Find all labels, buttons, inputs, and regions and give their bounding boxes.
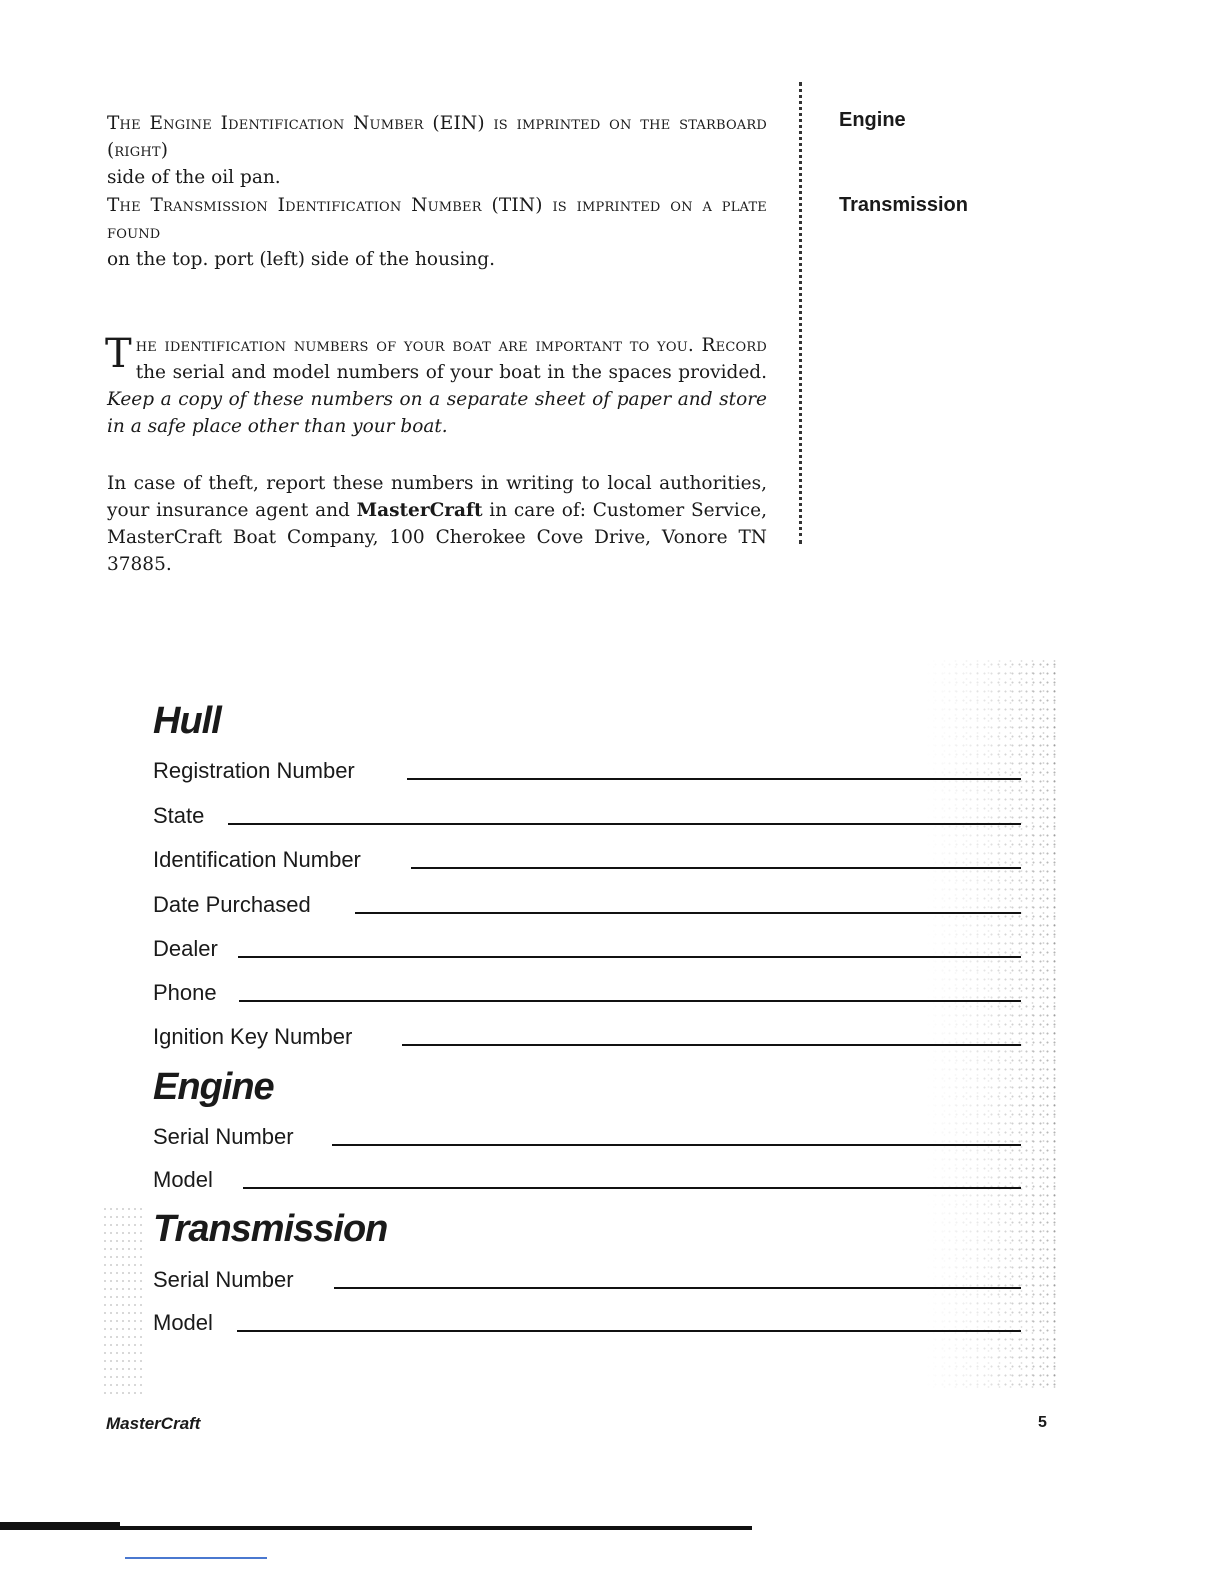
field-label: Model [153,1310,213,1335]
dotted-divider [799,82,802,544]
ident-italic: Keep a copy of these numbers on a separate sheet of paper and store in a safe place other than your boat. [107,389,767,437]
entry-line[interactable] [407,778,1021,780]
theft-text-a: In case of theft, report these numbers in writing to local authorities, your insurance agent and [107,473,767,521]
field-label: Date Purchased [153,892,311,917]
field-label: Registration Number [153,758,355,783]
identification-number-field[interactable] [153,843,1021,873]
page-number: 5 [1038,1414,1047,1431]
entry-line[interactable] [243,1187,1021,1189]
entry-line[interactable] [237,1330,1021,1332]
field-label: Model [153,1167,213,1192]
phone-field[interactable] [153,976,1021,1006]
tin-lead: The Transmission Identification Number (TIN) is imprinted on a plate found [107,195,767,243]
ident-rest: the serial and model numbers of your boat in the spaces provided. [135,362,767,383]
field-label: State [153,803,205,828]
scan-blue-line [125,1557,267,1559]
entry-line[interactable] [334,1287,1021,1289]
field-label: Serial Number [153,1124,294,1149]
ignition-key-number-field[interactable] [153,1020,1021,1050]
field-label: Phone [153,980,217,1005]
entry-line[interactable] [402,1044,1021,1046]
engine-model-field[interactable] [153,1163,1021,1193]
registration-number-field[interactable] [153,754,1021,784]
ein-lead: The Engine Identification Number (EIN) is imprinted on the starboard (right) [107,113,767,161]
drop-cap: T [105,331,132,377]
ein-paragraph [107,110,767,191]
entry-line[interactable] [228,823,1021,825]
transmission-serial-number-field[interactable] [153,1263,1021,1293]
entry-line[interactable] [332,1144,1021,1146]
footer-brand-logo: MasterCraft [106,1414,201,1433]
state-field[interactable] [153,799,1021,829]
engine-serial-number-field[interactable] [153,1120,1021,1150]
theft-brand: MasterCraft [356,500,483,521]
scan-speckle-left [102,1205,142,1395]
entry-line[interactable] [411,867,1021,869]
theft-paragraph [107,470,767,578]
transmission-model-field[interactable] [153,1306,1021,1336]
tin-rest: on the top. port (left) side of the housing. [107,249,496,270]
field-label: Serial Number [153,1267,294,1292]
entry-line[interactable] [239,1000,1021,1002]
theft-text-b: in care of: Customer Service, MasterCraft Boat Company, 100 Cherokee Cove Drive, Vonore TN 37885. [107,500,767,575]
margin-label-engine: Engine [839,109,906,131]
field-label: Ignition Key Number [153,1024,353,1049]
scan-edge-line [0,1526,752,1530]
field-label: Dealer [153,936,218,961]
field-label: Identification Number [153,847,361,872]
hull-heading: Hull [153,700,221,742]
margin-label-transmission: Transmission [839,194,968,216]
entry-line[interactable] [238,956,1021,958]
entry-line[interactable] [355,912,1021,914]
date-purchased-field[interactable] [153,888,1021,918]
ein-rest: side of the oil pan. [107,167,281,188]
identification-paragraph [107,332,767,440]
transmission-heading: Transmission [153,1208,388,1250]
tin-paragraph [107,192,767,273]
engine-heading: Engine [153,1066,274,1108]
dealer-field[interactable] [153,932,1021,962]
ident-lead: he identification numbers of your boat are important to you. Record [135,335,767,356]
